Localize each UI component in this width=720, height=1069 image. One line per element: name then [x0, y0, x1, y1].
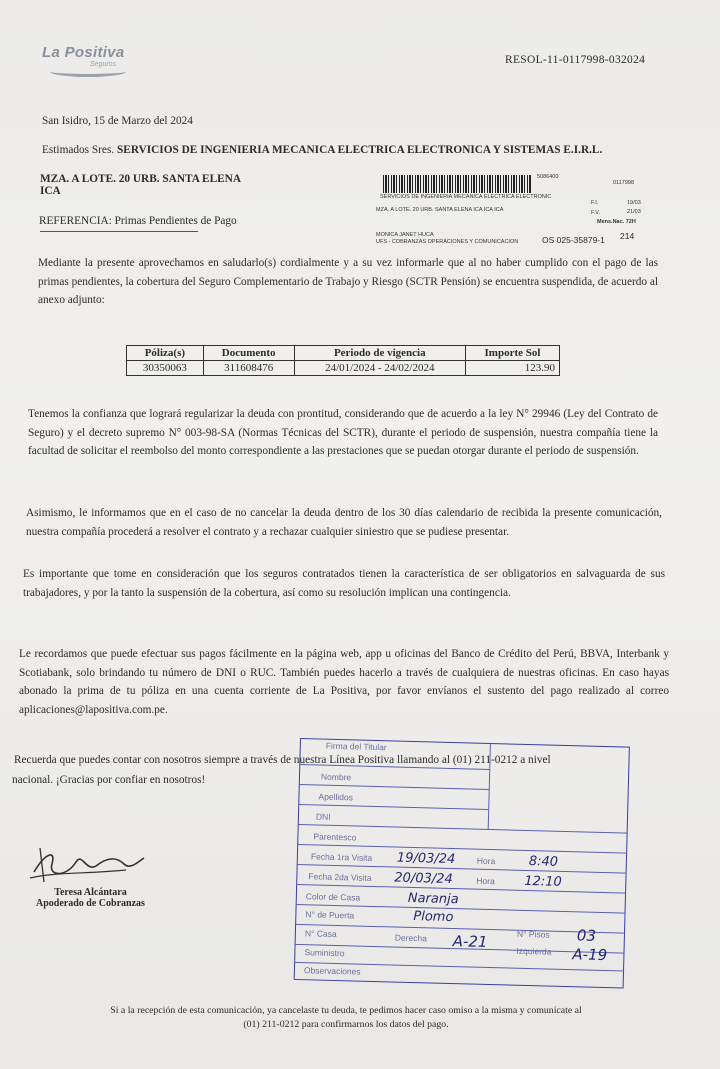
stamp-suministro: Suministro [304, 947, 345, 959]
stamp-derecha: Derecha [394, 932, 428, 944]
stamp-firma: Firma del Titular [325, 740, 387, 753]
footer-line1: Si a la recepción de esta comunicación, ya cancelaste tu deuda, te pedimos hacer caso omiso a la misma y comunícate al [110, 1005, 582, 1016]
paragraph-6: Recuerda que puedes contar con nosotros siempre a través de nuestra Línea Positiva llamando al (01) 211-0212 a nivel [14, 754, 551, 766]
stamp-dni: DNI [315, 811, 331, 822]
label-code: 5086400 [537, 174, 559, 180]
company-logo [42, 44, 125, 68]
paragraph-2: Tenemos la confianza que logrará regularizar la deuda con prontitud, considerando que de acuerdo a la ley N° 29946 (Ley del Contrato de Seguro) y el decreto supremo N° 003-98-SA (Normas Técnicas del SCTR), durante el periodo de suspensión, nuestra compañía tiene la facultad de solicitar el reembolso del monto correspondiente a las prestaciones que se puedan otorgar durante el periodo de suspensión. [28, 408, 658, 457]
barcode-icon [383, 175, 531, 193]
table-row [127, 361, 560, 376]
handwritten-fecha2: 20/03/24 [394, 870, 453, 888]
paragraph-5: Le recordamos que puede efectuar sus pagos fácilmente en la página web, app u oficinas del Banco de Crédito del Perú, BBVA, Interbank y Scotiabank, solo brindando tu número de DNI o RUC. También puedes hacerlo a través de cualquiera de nuestras oficinas. En caso hayas abonado la prima de tu póliza en una cuenta corriente de La Positiva, por favor envíanos el sustento del pago realizado al correo aplicaciones@lapositiva.com.pe. [19, 648, 669, 716]
label-mens: Mens.Nac. 72H [597, 219, 636, 225]
label-os: OS 025-35879-1 [542, 235, 605, 245]
handwritten-pisos: 03 [576, 926, 597, 945]
handwritten-derecha: A-21 [452, 932, 488, 951]
greeting-prefix: Estimados Sres. [42, 144, 115, 156]
paragraph-7: nacional. ¡Gracias por confiar en nosotros! [12, 774, 206, 786]
footer-line2: (01) 211-0212 para confirmarnos los datos del pago. [243, 1019, 449, 1030]
stamp-nombre: Nombre [320, 771, 352, 783]
logo-swoosh-icon [50, 66, 126, 77]
reference-underline [40, 231, 198, 232]
handwritten-puerta: Plomo [413, 909, 454, 926]
handwritten-hora2: 12:10 [524, 873, 562, 890]
address-line1: MZA. A LOTE. 20 URB. SANTA ELENA [40, 173, 241, 185]
stamp-pisos: N° Pisos [516, 928, 550, 940]
signatory-title: Apoderado de Cobranzas [36, 898, 145, 909]
reference: REFERENCIA: Primas Pendientes de Pago [39, 215, 237, 227]
signatory-name: Teresa Alcántara [54, 887, 127, 898]
header-poliza: Póliza(s) [127, 346, 204, 361]
stamp-visita2: Fecha 2da Visita [308, 871, 372, 883]
stamp-casa: N° Casa [304, 928, 337, 940]
header-periodo: Periodo de vigencia [294, 346, 465, 361]
handwritten-izquierda: A-19 [572, 945, 608, 965]
company-name: SERVICIOS DE INGENIERIA MECANICA ELECTRICA ELECTRONICA Y SISTEMAS E.I.R.L. [117, 144, 603, 156]
table-header-row [127, 346, 560, 361]
stamp-hora2: Hora [476, 875, 495, 887]
resolution-number: RESOL-11-0117998-032024 [505, 54, 646, 66]
footer-note [66, 1004, 626, 1032]
label-fi-value: 19/03 [627, 200, 641, 206]
label-fv-value: 21/03 [627, 209, 641, 215]
label-fv: F.V. [591, 210, 600, 216]
label-line2: MZA. A LOTE. 20 URB. SANTA ELENA ICA ICA ICA [376, 207, 504, 213]
stamp-apellidos: Apellidos [318, 791, 354, 803]
logo-brand: La Positiva [42, 44, 125, 61]
stamp-izquierda: Izquierda [516, 945, 552, 957]
greeting [42, 141, 602, 160]
cell-importe: 123.90 [465, 361, 559, 376]
logo-sub: Seguros [90, 61, 117, 68]
paragraph-1: Mediante la presente aprovechamos en saludarlo(s) cordialmente y a su vez informarle que al no haber cumplido con el pago de las primas pendientes, la cobertura del Seguro Complementario de Trabajo y Riesgo (SCTR Pensión) se encuentra suspendida, de acuerdo al anexo adjunto: [38, 257, 658, 306]
stamp-hora1: Hora [476, 855, 496, 867]
label-contact: MONICA JANET HUCA [376, 232, 434, 238]
cell-periodo: 24/01/2024 - 24/02/2024 [294, 361, 465, 376]
cell-poliza: 30350063 [127, 361, 204, 376]
handwritten-hora1: 8:40 [528, 854, 559, 870]
label-fi: F.I. [591, 200, 599, 206]
cell-documento: 311608476 [203, 361, 294, 376]
label-dept: UFS - COBRANZAS OPERACIONES Y COMUNICACION [376, 239, 519, 245]
stamp-parentesco: Parentesco [313, 831, 357, 843]
stamp-visita1: Fecha 1ra Visita [310, 851, 373, 863]
paragraph-4: Es importante que tome en consideración que los seguros contratados tienen la característica de ser obligatorios en salvaguarda de sus trabajadores, y por la tanto la suspensión de la cobertura, así como su resolución implican una contingencia. [23, 568, 665, 599]
stamp-color-casa: Color de Casa [305, 891, 361, 903]
handwritten-fecha1: 19/03/24 [396, 850, 456, 868]
letter-date: San Isidro, 15 de Marzo del 2024 [42, 115, 193, 127]
handwritten-signature [26, 842, 146, 888]
policy-table [126, 345, 560, 376]
address-line2: ICA [40, 185, 61, 197]
header-importe: Importe Sol [465, 346, 559, 361]
paragraph-3: Asimismo, le informamos que en el caso de no cancelar la deuda dentro de los 30 días calendario de recibida la presente comunicación, nuestra compañía procederá a resolver el contrato y a rechazar cualquier siniestro que se pudiese presentar. [26, 507, 662, 538]
label-right-code: 0117998 [613, 180, 635, 186]
header-documento: Documento [203, 346, 294, 361]
stamp-observaciones: Observaciones [303, 965, 361, 977]
handwritten-color: Naranja [407, 890, 459, 908]
signatory [36, 887, 145, 909]
stamp-puerta: N° de Puerta [305, 909, 355, 921]
label-line1: SERVICIOS DE INGENIERIA MECANICA ELECTRICA ELECTRONIC [380, 194, 552, 200]
courier-stamp [294, 738, 630, 989]
label-os-num: 214 [620, 231, 635, 241]
